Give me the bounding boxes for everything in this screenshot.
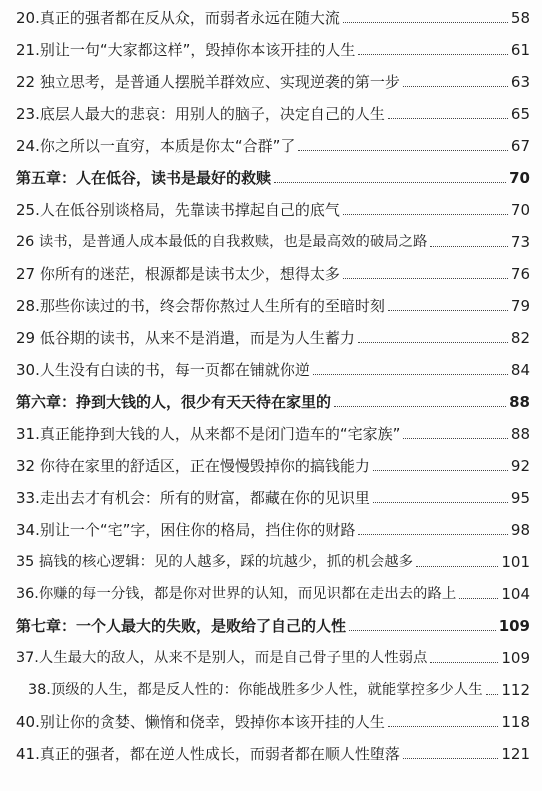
toc-entry xyxy=(16,288,530,316)
toc-entry xyxy=(16,64,530,92)
toc-dot-leader xyxy=(388,726,499,727)
toc-entry xyxy=(16,96,530,124)
toc-entry-title: 35 搞钱的核心逻辑：见的人越多，踩的坑越少，抓的机会越多 xyxy=(16,554,414,570)
toc-entry-title: 第五章：人在低谷，读书是最好的救赎 xyxy=(16,169,272,187)
toc-dot-leader xyxy=(274,182,506,183)
toc-dot-leader xyxy=(388,118,508,119)
toc-page-number: 109 xyxy=(501,649,530,667)
toc-page-number: 79 xyxy=(510,297,530,315)
toc-page-number: 82 xyxy=(510,329,530,347)
toc-entry-title: 22 独立思考，是普通人摆脱羊群效应、实现逆袭的第一步 xyxy=(16,73,400,91)
toc-entry-title: 33.走出去才有机会：所有的财富，都藏在你的见识里 xyxy=(16,489,370,507)
toc-entry xyxy=(16,544,530,572)
toc-entry xyxy=(16,256,530,284)
toc-entry xyxy=(16,640,530,668)
toc-page-number: 65 xyxy=(510,105,530,123)
toc-entry xyxy=(16,224,530,252)
toc-chapter-heading xyxy=(16,608,530,636)
toc-dot-leader xyxy=(358,342,508,343)
toc-page-number: 70 xyxy=(509,169,530,187)
toc-page-number: 121 xyxy=(501,745,530,763)
toc-page-number: 112 xyxy=(501,681,530,699)
toc-entry xyxy=(16,512,530,540)
toc-dot-leader xyxy=(486,694,499,695)
toc-page-number: 118 xyxy=(501,713,530,731)
toc-dot-leader xyxy=(349,630,496,631)
toc-page-number: 70 xyxy=(510,201,530,219)
toc-dot-leader xyxy=(430,246,507,247)
toc-entry xyxy=(16,0,530,28)
toc-dot-leader xyxy=(388,310,508,311)
toc-entry xyxy=(16,32,530,60)
toc-dot-leader xyxy=(358,534,508,535)
toc-entry xyxy=(16,576,530,604)
toc-entry xyxy=(16,128,530,156)
toc-page-number: 63 xyxy=(510,73,530,91)
toc-entry-title: 第六章：挣到大钱的人，很少有天天待在家里的 xyxy=(16,393,332,411)
toc-chapter-heading xyxy=(16,384,530,412)
toc-page-number: 101 xyxy=(501,553,530,571)
toc-entry-title: 37.人生最大的敌人，从来不是别人，而是自己骨子里的人性弱点 xyxy=(16,650,428,666)
toc-entry-title: 31.真正能挣到大钱的人，从来都不是闭门造车的“宅家族” xyxy=(16,425,401,443)
toc-entry xyxy=(16,704,530,732)
toc-page-number: 73 xyxy=(510,233,530,251)
toc-entry-title: 21.别让一句“大家都这样”，毁掉你本该开挂的人生 xyxy=(16,41,356,59)
toc-entry-title: 29 低谷期的读书，从来不是消遣，而是为人生蓄力 xyxy=(16,329,355,347)
toc-entry-title: 第七章：一个人最大的失败，是败给了自己的人性 xyxy=(16,617,347,635)
toc-entry xyxy=(28,672,530,700)
toc-entry-title: 23.底层人最大的悲哀：用别人的脑子，决定自己的人生 xyxy=(16,105,385,123)
toc-dot-leader xyxy=(416,566,498,567)
toc-page-number: 76 xyxy=(510,265,530,283)
toc-dot-leader xyxy=(358,54,508,55)
toc-dot-leader xyxy=(373,502,508,503)
toc-entry-title: 28.那些你读过的书，终会帮你熬过人生所有的至暗时刻 xyxy=(16,297,385,315)
toc-dot-leader xyxy=(403,438,508,439)
toc-entry-title: 30.人生没有白读的书，每一页都在铺就你逆 xyxy=(16,361,310,379)
toc-chapter-heading xyxy=(16,160,530,188)
toc-dot-leader xyxy=(343,214,508,215)
toc-entry-title: 24.你之所以一直穷，本质是你太“合群”了 xyxy=(16,137,296,155)
toc-dot-leader xyxy=(334,406,506,407)
toc-page-number: 95 xyxy=(510,489,530,507)
toc-entry-title: 38.顶级的人生，都是反人性的：你能战胜多少人性，就能掌控多少人生 xyxy=(28,682,483,698)
toc-page-number: 104 xyxy=(501,585,530,603)
toc-entry xyxy=(16,320,530,348)
toc-page-number: 109 xyxy=(498,617,530,635)
toc-entry-title: 34.别让一个“宅”字，困住你的格局，挡住你的财路 xyxy=(16,521,356,539)
toc-dot-leader xyxy=(343,22,508,23)
toc-entry xyxy=(16,736,530,764)
toc-page-number: 98 xyxy=(510,521,530,539)
toc-entry xyxy=(16,352,530,380)
toc-page-number: 88 xyxy=(509,393,530,411)
toc-page-number: 61 xyxy=(510,41,530,59)
toc-entry xyxy=(16,192,530,220)
toc-dot-leader xyxy=(459,598,498,599)
toc-entry xyxy=(16,480,530,508)
toc-entry xyxy=(16,448,530,476)
toc-page-number: 84 xyxy=(510,361,530,379)
toc-dot-leader xyxy=(298,150,508,151)
toc-dot-leader xyxy=(343,278,508,279)
toc-page-number: 92 xyxy=(510,457,530,475)
toc-entry xyxy=(16,416,530,444)
toc-dot-leader xyxy=(373,470,508,471)
toc-entry-title: 27 你所有的迷茫，根源都是读书太少，想得太多 xyxy=(16,265,340,283)
toc-entry-title: 26 读书，是普通人成本最低的自我救赎，也是最高效的破局之路 xyxy=(16,234,428,250)
toc-entry-title: 40.别让你的贪婪、懒惰和侥幸，毁掉你本该开挂的人生 xyxy=(16,713,385,731)
toc-entry-title: 25.人在低谷别谈格局，先靠读书撑起自己的底气 xyxy=(16,201,340,219)
toc-dot-leader xyxy=(430,662,498,663)
toc-page-number: 88 xyxy=(510,425,530,443)
toc-entry-title: 41.真正的强者，都在逆人性成长，而弱者都在顺人性堕落 xyxy=(16,745,400,763)
toc-dot-leader xyxy=(403,86,508,87)
toc-dot-leader xyxy=(403,758,499,759)
toc-entry-title: 32 你待在家里的舒适区，正在慢慢毁掉你的搞钱能力 xyxy=(16,457,370,475)
toc-entry-title: 20.真正的强者都在反从众，而弱者永远在随大流 xyxy=(16,9,340,27)
toc-page-number: 67 xyxy=(510,137,530,155)
toc-page-number: 58 xyxy=(510,9,530,27)
toc-entry-title: 36.你赚的每一分钱，都是你对世界的认知，而见识都在走出去的路上 xyxy=(16,586,457,602)
toc-dot-leader xyxy=(313,374,508,375)
